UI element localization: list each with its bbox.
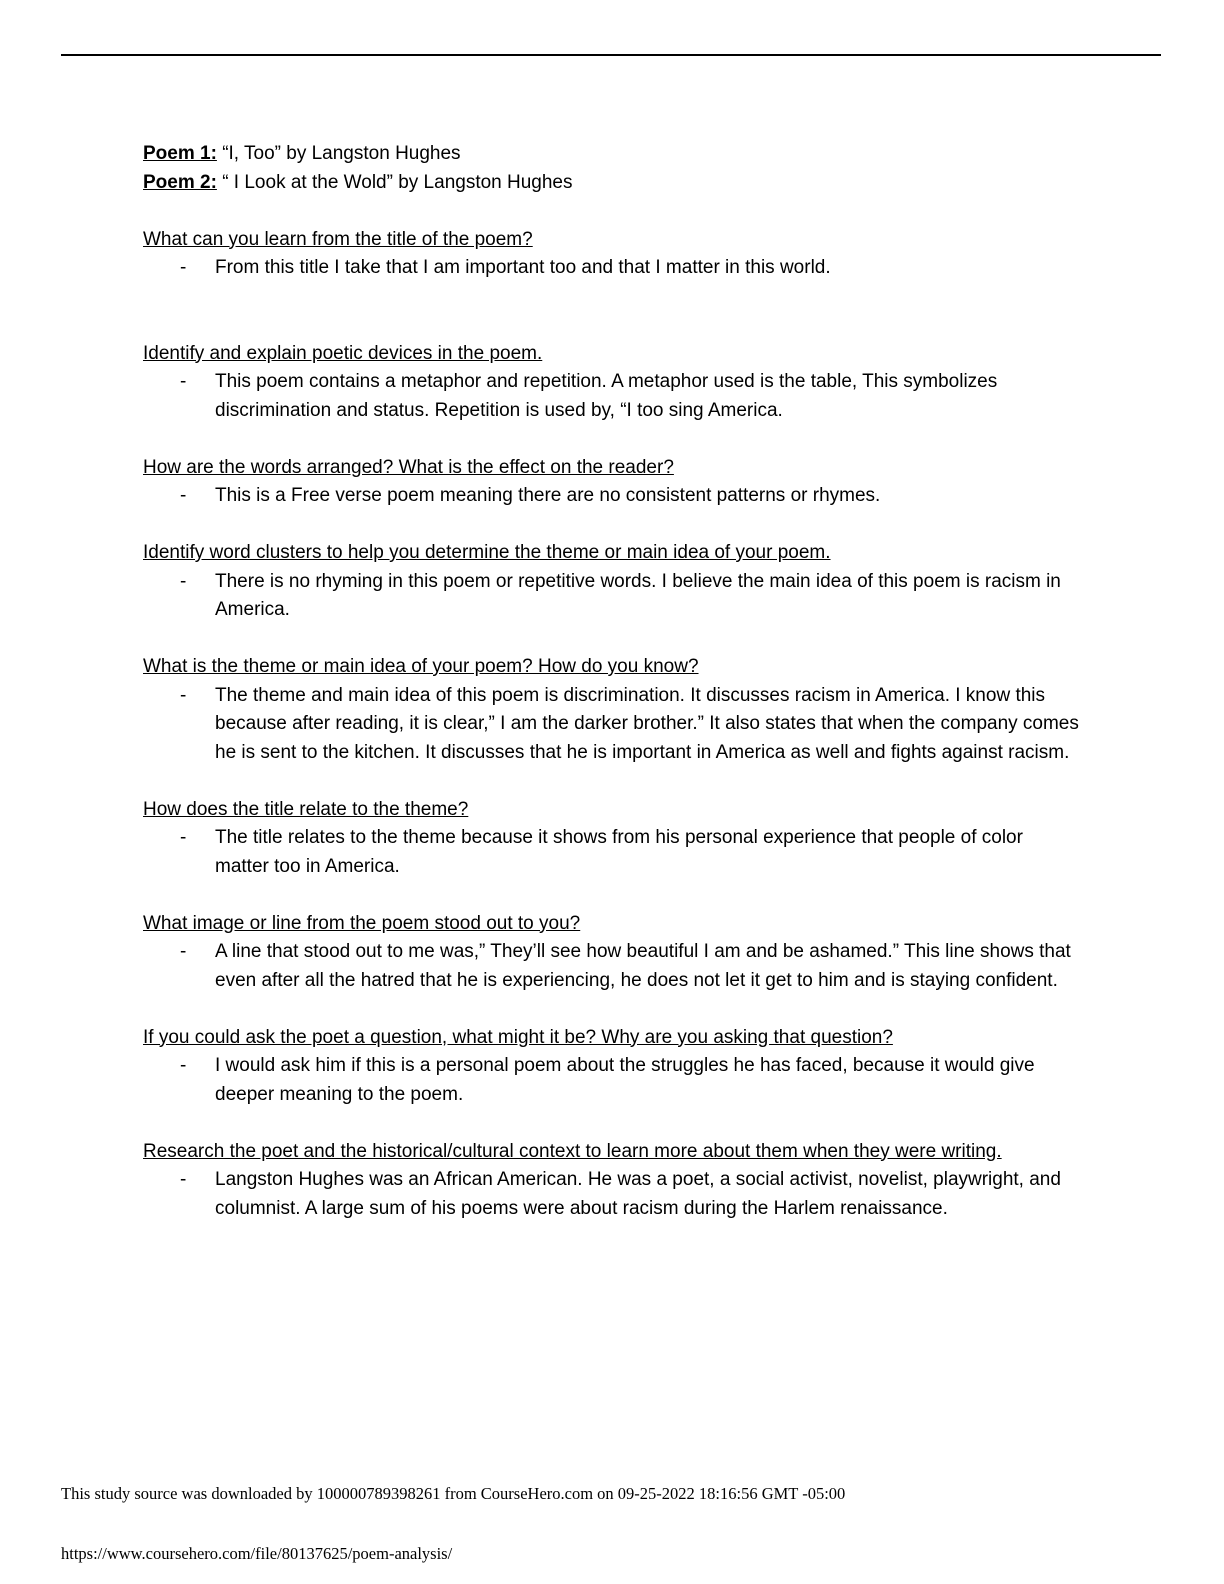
qa-section (143, 226, 1080, 283)
qa-section (143, 653, 1080, 767)
bullet-dash: - (180, 1055, 187, 1076)
qa-section (143, 539, 1080, 625)
bullet-dash: - (180, 1169, 187, 1190)
poem-1-title: “I, Too” by Langston Hughes (216, 143, 461, 164)
bullet-dash: - (180, 257, 187, 278)
bullet-dash: - (180, 827, 187, 848)
answer-item (143, 1052, 1080, 1109)
bullet-dash: - (180, 371, 187, 392)
qa-section (143, 910, 1080, 996)
poem-1-line (143, 140, 1080, 169)
poem-titles-block (143, 140, 1080, 197)
answer-text: The title relates to the theme because it shows from his personal experience that people of color matter too in America. (215, 827, 1023, 877)
qa-section (143, 1024, 1080, 1110)
answer-item (143, 682, 1080, 768)
answer-item (143, 938, 1080, 995)
qa-section (143, 796, 1080, 882)
question-text: What is the theme or main idea of your poem? How do you know? (143, 656, 699, 677)
answer-text: From this title I take that I am important too and that I matter in this world. (215, 257, 831, 278)
question-text: If you could ask the poet a question, what might it be? Why are you asking that question? (143, 1026, 893, 1048)
answer-item (143, 568, 1080, 625)
poem-1-label: Poem 1: (143, 143, 217, 164)
question-text: Identify and explain poetic devices in the poem. (143, 342, 543, 364)
question-text: How does the title relate to the theme? (143, 798, 469, 820)
qa-section (143, 454, 1080, 511)
question-text: What image or line from the poem stood out to you? (143, 912, 581, 934)
poem-2-line (143, 169, 1080, 198)
bullet-dash: - (180, 941, 187, 962)
answer-text: Langston Hughes was an African American. He was a poet, a social activist, novelist, playwright, and columnist. A large sum of his poems were about racism during the Harlem renaissance. (215, 1169, 1061, 1219)
answer-text: A line that stood out to me was,” They’ll see how beautiful I am and be ashamed.” This line shows that even after all the hatred that he is experiencing, he does not let it get to him and is staying confident. (215, 941, 1071, 991)
bullet-dash: - (180, 485, 187, 506)
answer-text: I would ask him if this is a personal poem about the struggles he has faced, because it would give deeper meaning to the poem. (215, 1055, 1035, 1105)
answer-text: There is no rhyming in this poem or repetitive words. I believe the main idea of this poem is racism in America. (215, 570, 1061, 620)
footer-source-url-link[interactable]: https://www.coursehero.com/file/80137625/poem-analysis/ (61, 1544, 453, 1563)
question-text: Research the poet and the historical/cultural context to learn more about them when they were writing. (143, 1140, 1002, 1162)
qa-section (143, 1138, 1080, 1224)
answer-item (143, 824, 1080, 881)
qa-section (143, 340, 1080, 426)
poem-2-title: “ I Look at the Wold” by Langston Hughes (216, 171, 573, 193)
header-divider (61, 54, 1161, 56)
answer-item (143, 368, 1080, 425)
question-text: How are the words arranged? What is the effect on the reader? (143, 456, 674, 478)
document-body (143, 140, 1080, 1252)
answer-item (143, 1166, 1080, 1223)
question-text: What can you learn from the title of the poem? (143, 228, 533, 250)
footer-download-attribution: This study source was downloaded by 100000789398261 from CourseHero.com on 09-25-2022 18:16:56 GMT -05:00 (61, 1484, 846, 1503)
question-text: Identify word clusters to help you determine the theme or main idea of your poem. (143, 542, 831, 563)
answer-text: The theme and main idea of this poem is discrimination. It discusses racism in America. I know this because after reading, it is clear,” I am the darker brother.” It also states that when the company comes he is sent to the kitchen. It discusses that he is important in America as well and fights against racism. (215, 684, 1079, 763)
bullet-dash: - (180, 570, 187, 592)
answer-item (143, 254, 1080, 283)
bullet-dash: - (180, 684, 187, 706)
poem-2-label: Poem 2: (143, 171, 217, 193)
answer-item (143, 482, 1080, 511)
answer-text: This poem contains a metaphor and repetition. A metaphor used is the table, This symbolizes discrimination and status. Repetition is used by, “I too sing America. (215, 371, 998, 421)
answer-text: This is a Free verse poem meaning there are no consistent patterns or rhymes. (215, 485, 881, 506)
